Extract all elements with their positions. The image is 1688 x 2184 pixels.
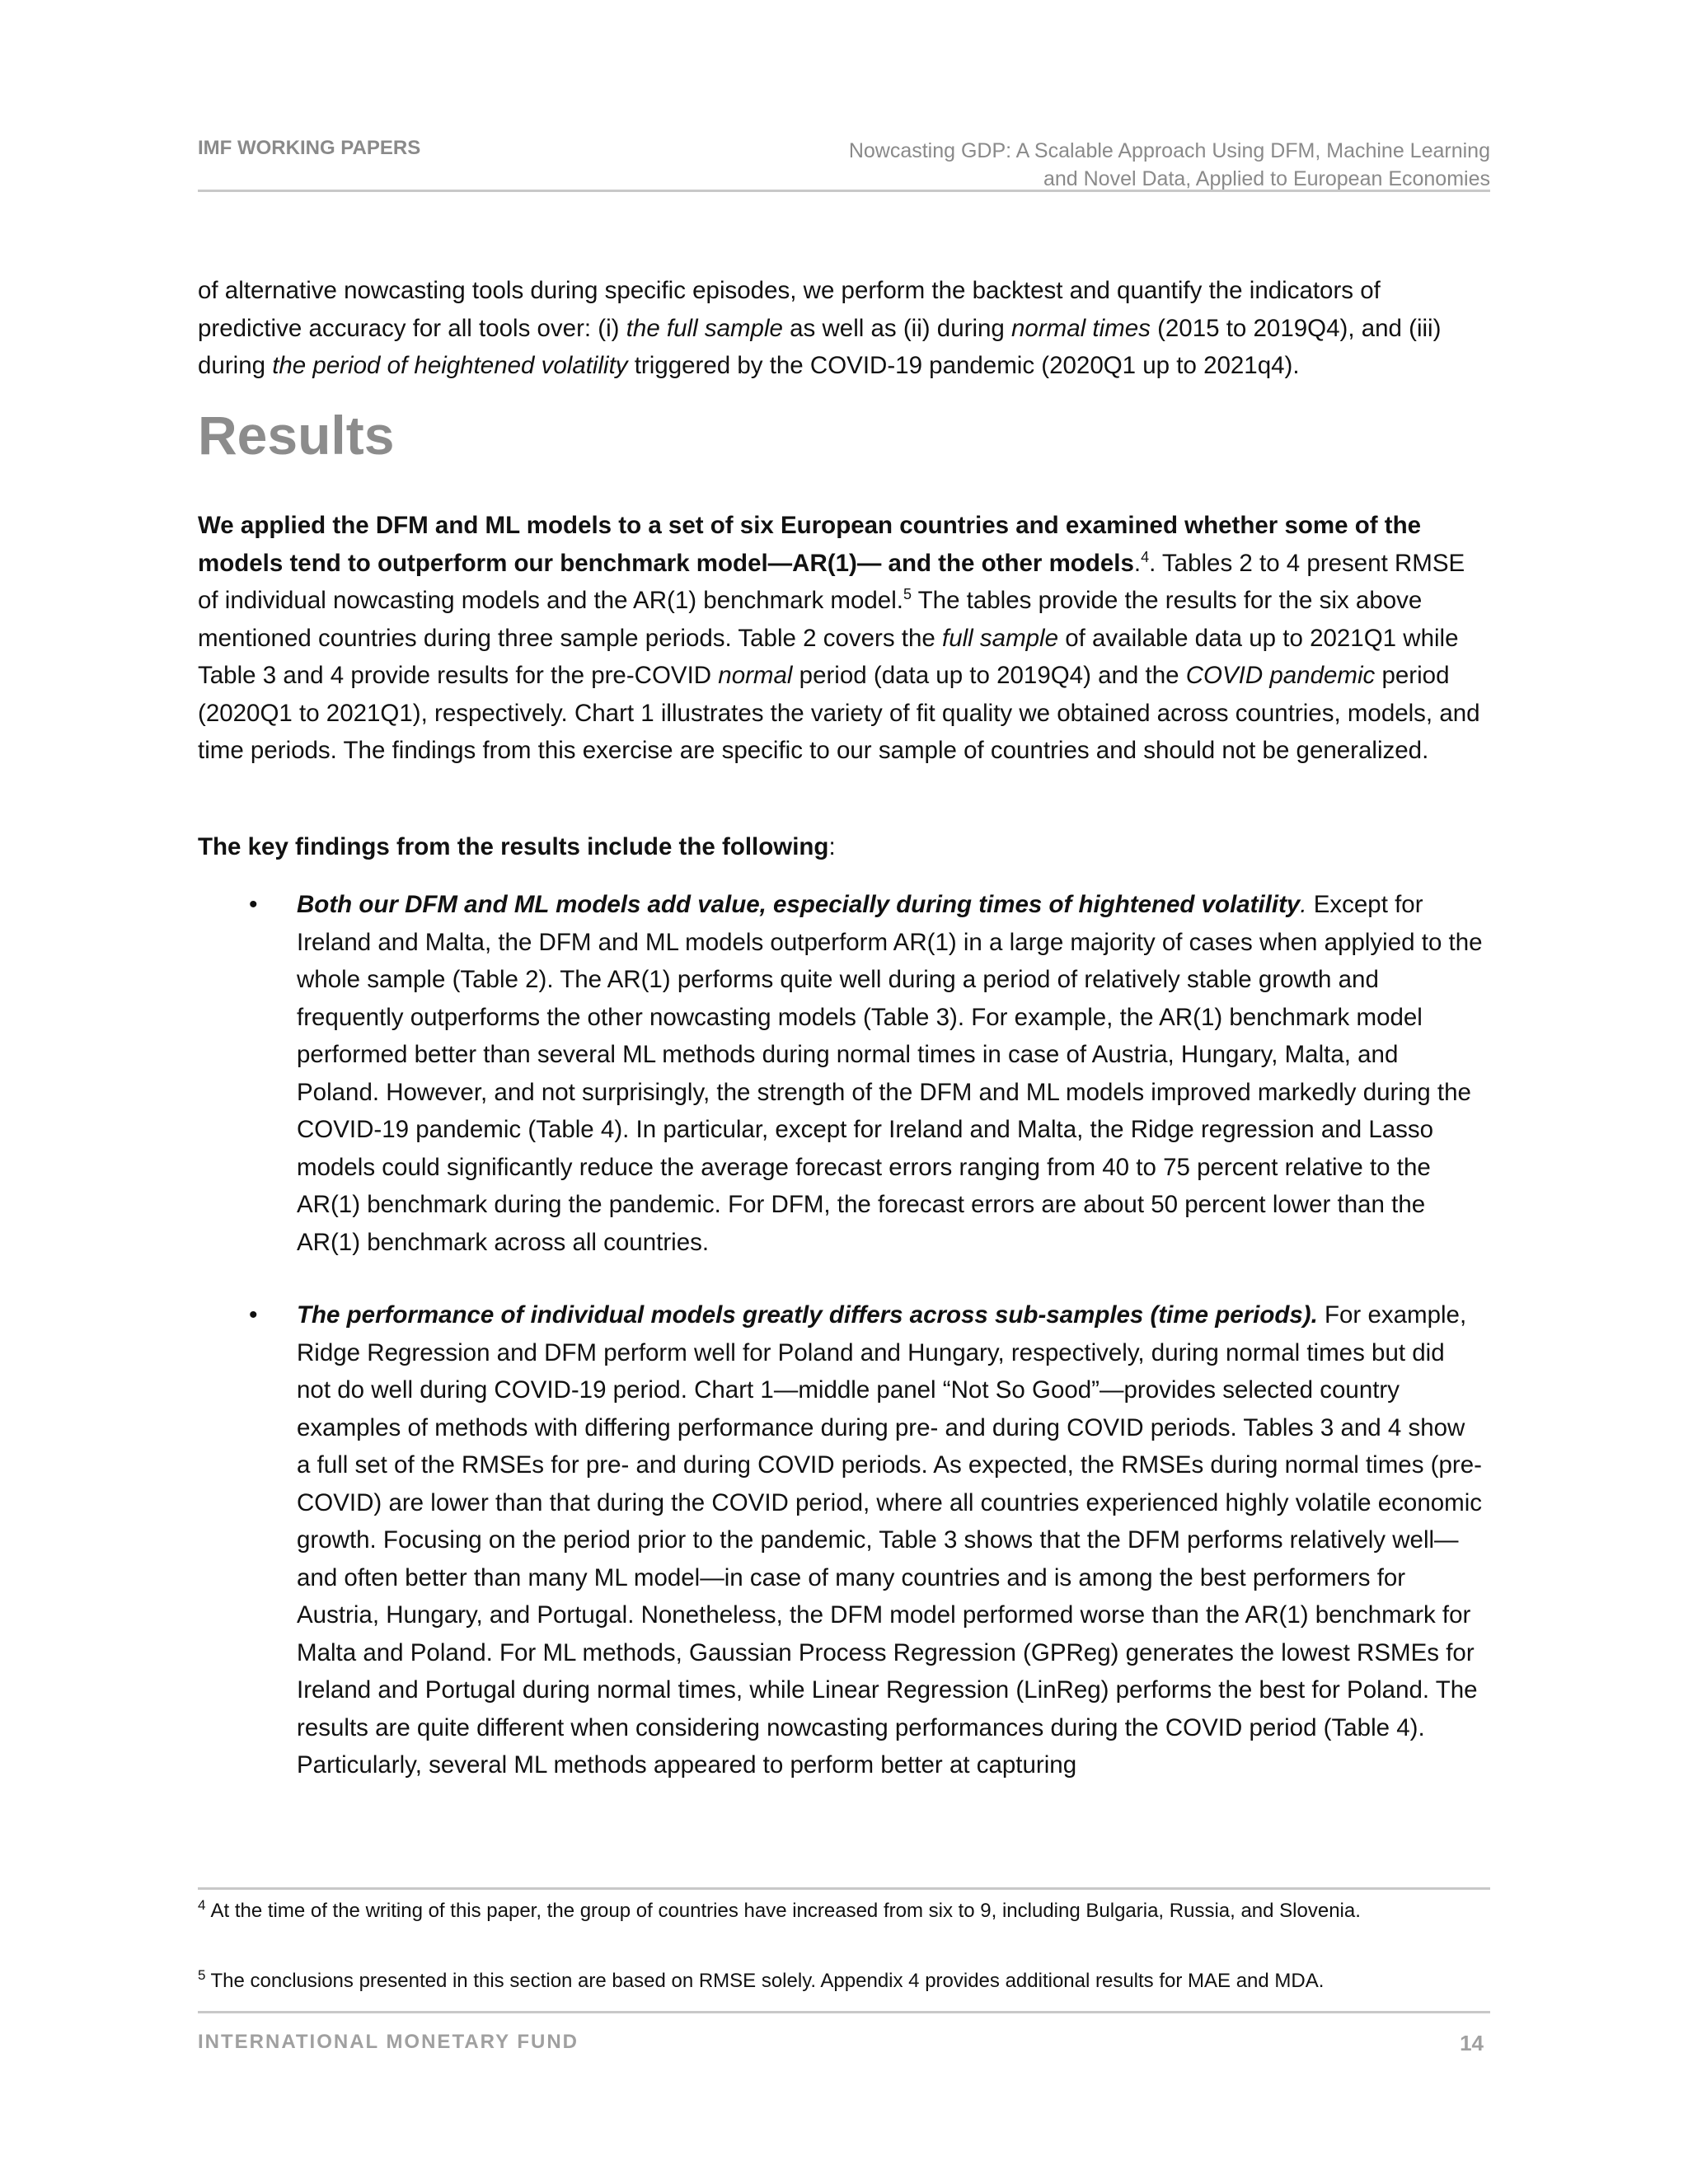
finding-1-lead-tail: . bbox=[1300, 891, 1307, 918]
results-text-1: . bbox=[1133, 549, 1142, 577]
section-title: Results bbox=[198, 405, 395, 466]
intro-text-1: of alternative nowcasting tools during specific episodes, we perform the backtest and quantify the indicators of predictive accuracy for all tools over: (i) bbox=[198, 277, 1381, 342]
finding-bullet-1 bbox=[249, 886, 1484, 1261]
finding-2-text: For example, Ridge Regression and DFM perform well for Poland and Hungary, respectively, during normal times but did not do well during COVID-19 period. Chart 1—middle panel “Not So Good”—provides selected country examples of methods with differing performance during pre- and during COVID periods. Tables 3 and 4 show a full set of the RMSEs for pre- and during COVID periods. As expected, the RMSEs during normal times (pre-COVID) are lower than that during the COVID period, where all countries experienced highly volatile economic growth. Focusing on the period prior to the pandemic, Table 3 shows that the DFM performs relatively well—and often better than many ML model—in case of many countries and is among the best performers for Austria, Hungary, and Portugal. Nonetheless, the DFM model performed worse than the AR(1) benchmark for Malta and Poland. For ML methods, Gaussian Process Regression (GPReg) generates the lowest RSMEs for Ireland and Portugal during normal times, while Linear Regression (LinReg) performs the best for Poland. The results are quite different when considering nowcasting performances during the COVID period (Table 4). Particularly, several ML methods appeared to perform better at capturing bbox=[297, 1301, 1483, 1779]
intro-text-3: (2015 to 2019Q4), and (iii) during bbox=[198, 314, 1442, 379]
footnote-5-text: The conclusions presented in this section are based on RMSE solely. Appendix 4 provides additional results for MAE and MDA. bbox=[210, 1970, 1325, 1992]
footer-divider bbox=[198, 2011, 1490, 2013]
key-findings-bold: The key findings from the results include the following bbox=[198, 833, 829, 860]
intro-italic-3: the period of heightened volatility bbox=[272, 352, 628, 379]
paper-title-line-2: and Novel Data, Applied to European Economies bbox=[1043, 167, 1490, 190]
results-text-6: period (2020Q1 to 2021Q1), respectively. Chart 1 illustrates the variety of fit quality we obtained across countries, models, and time periods. The findings from this exercise are specific to our sample of countries and should not be generalized. bbox=[198, 662, 1480, 764]
bullet-icon: • bbox=[249, 1301, 258, 1329]
footnote-5 bbox=[198, 1967, 1484, 1994]
bullet-icon: • bbox=[249, 891, 258, 918]
paper-title bbox=[849, 137, 1490, 193]
footnote-4-text: At the time of the writing of this paper, the group of countries have increased from six to 9, including Bulgaria, Russia, and Slovenia. bbox=[210, 1900, 1361, 1922]
footnote-ref-5[interactable]: 5 bbox=[903, 586, 912, 603]
paper-title-line-1: Nowcasting GDP: A Scalable Approach Using DFM, Machine Learning bbox=[848, 139, 1490, 162]
footnote-4 bbox=[198, 1897, 1484, 1924]
footnote-ref-4[interactable]: 4 bbox=[1141, 548, 1150, 565]
key-findings-intro bbox=[198, 828, 1484, 866]
series-title: IMF WORKING PAPERS bbox=[198, 137, 421, 159]
finding-2-lead: The performance of individual models greatly differs across sub-samples (time periods). bbox=[297, 1301, 1318, 1329]
key-findings-tail: : bbox=[828, 833, 836, 860]
footnote-5-number: 5 bbox=[198, 1967, 206, 1983]
results-italic-3: COVID pandemic bbox=[1185, 662, 1376, 689]
intro-text-4: triggered by the COVID-19 pandemic (2020Q1 up to 2021q4). bbox=[627, 352, 1300, 379]
footer-organization: INTERNATIONAL MONETARY FUND bbox=[198, 2031, 579, 2053]
intro-italic-1: the full sample bbox=[626, 314, 783, 342]
finding-bullet-2 bbox=[249, 1296, 1484, 1784]
results-italic-1: full sample bbox=[942, 624, 1059, 652]
footnote-divider bbox=[198, 1887, 1490, 1890]
footnote-4-number: 4 bbox=[198, 1897, 206, 1913]
finding-1-lead: Both our DFM and ML models add value, especially during times of hightened volatility bbox=[297, 891, 1301, 918]
results-text-5: period (data up to 2019Q4) and the bbox=[792, 662, 1186, 689]
results-text-2: . Tables 2 to 4 present RMSE of individual nowcasting models and the AR(1) benchmark model. bbox=[198, 549, 1465, 614]
page-header bbox=[198, 132, 1490, 192]
results-bold-lead: We applied the DFM and ML models to a set of six European countries and examined whether some of the models tend to outperform our benchmark model—AR(1)— and the other models bbox=[198, 512, 1422, 577]
intro-text-2: as well as (ii) during bbox=[782, 314, 1012, 342]
intro-paragraph bbox=[198, 272, 1484, 385]
intro-italic-2: normal times bbox=[1011, 314, 1151, 342]
results-italic-2: normal bbox=[718, 662, 793, 689]
results-paragraph bbox=[198, 507, 1484, 770]
results-text-3: The tables provide the results for the six above mentioned countries during three sample periods. Table 2 covers the bbox=[198, 587, 1423, 652]
results-text-4: of available data up to 2021Q1 while Table 3 and 4 provide results for the pre-COVID bbox=[198, 624, 1459, 689]
finding-1-text: Except for Ireland and Malta, the DFM and ML models outperform AR(1) in a large majority of cases when applyied to the whole sample (Table 2). The AR(1) performs quite well during a period of relatively stable growth and frequently outperforms the other nowcasting models (Table 3). For example, the AR(1) benchmark model performed better than several ML methods during normal times in case of Austria, Hungary, Malta, and Poland. However, and not surprisingly, the strength of the DFM and ML models improved markedly during the COVID-19 pandemic (Table 4). In particular, except for Ireland and Malta, the Ridge regression and Lasso models could significantly reduce the average forecast errors ranging from 40 to 75 percent relative to the AR(1) benchmark during the pandemic. For DFM, the forecast errors are about 50 percent lower than the AR(1) benchmark across all countries. bbox=[297, 891, 1483, 1256]
page-number: 14 bbox=[1460, 2031, 1484, 2055]
